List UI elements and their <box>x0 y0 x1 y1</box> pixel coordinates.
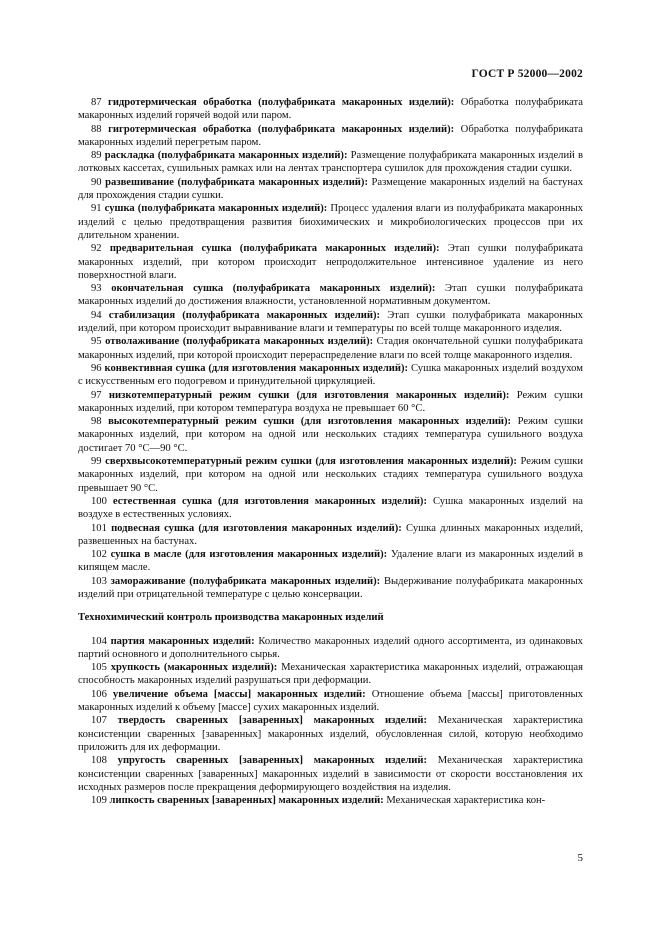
term-number: 100 <box>91 495 107 507</box>
term-number: 87 <box>91 97 102 108</box>
term-entry <box>78 176 583 203</box>
term-entry <box>78 282 583 309</box>
term-name: партия макаронных изделий: <box>110 635 255 647</box>
term-name: низкотемпературный режим сушки (для изготовления макаронных изделий): <box>108 389 510 401</box>
term-entry <box>78 362 583 389</box>
term-definition: Отношение объема [массы] приготовленных макаронных изделий к объему [массе] сухих макаронных изделий. <box>78 688 583 714</box>
term-number: 95 <box>91 336 102 348</box>
term-definition: Удаление влаги из макаронных изделий в кипящем масле. <box>78 549 583 574</box>
term-entry <box>78 242 583 282</box>
page-content <box>78 96 583 807</box>
term-name: высокотемпературный режим сушки (для изготовления макаронных изделий): <box>108 416 512 428</box>
term-entry <box>78 96 583 123</box>
term-number: 109 <box>91 795 107 807</box>
term-number: 93 <box>91 283 102 295</box>
term-name: конвективная сушка (для изготовления макаронных изделий): <box>104 362 409 374</box>
term-definition: Размещение полуфабриката макаронных изделий в лотковых кассетах, сушильных рамках или на лентах транспортера сушилок для прохождения стадии сушки. <box>78 150 583 175</box>
section-title: Технохимический контроль производства макаронных изделий <box>78 612 384 624</box>
term-definition: Режим сушки макаронных изделий, при котором температура воздуха не превышает 60 °С. <box>78 389 583 414</box>
term-definition: Сушка длинных макаронных изделий, развешенных на бастунах. <box>78 522 583 547</box>
term-number: 98 <box>91 416 102 428</box>
term-name: упругость сваренных [заваренных] макаронных изделий: <box>117 755 428 767</box>
term-number: 102 <box>91 549 107 561</box>
term-entry <box>78 335 583 362</box>
term-definition: Процесс удаления влаги из полуфабриката макаронных изделий с целью предотвращения развития биохимических и микробиологических процессов при их длительном хранении. <box>78 203 584 241</box>
page-number: 5 <box>577 852 583 864</box>
term-definition: Механическая характеристика кон- <box>386 795 546 807</box>
term-name: замораживание (полуфабриката макаронных изделий): <box>110 575 381 587</box>
term-entry <box>78 389 583 416</box>
term-name: твердость сваренных [заваренных] макаронных изделий: <box>117 715 427 727</box>
term-definition: Этап сушки полуфабриката макаронных изделий, при котором происходит непродолжительное интенсивное удаление из него поверхностной влаги. <box>78 243 583 281</box>
term-name: хрупкость (макаронных изделий): <box>110 662 278 674</box>
term-definition: Стадия окончательной сушки полуфабриката макаронных изделий, при которой происходит перераспределение влаги по всей толще макаронного изделия. <box>78 336 583 361</box>
term-entry <box>78 123 583 150</box>
term-entry <box>78 754 583 794</box>
term-definition: Этап сушки полуфабриката макаронных изделий, при котором происходит выравнивание влаги и температуры по всей толще макаронного изделия. <box>78 309 583 335</box>
term-entry <box>78 548 583 575</box>
term-number: 103 <box>91 575 107 587</box>
term-entry <box>78 714 583 754</box>
term-entry <box>78 688 583 715</box>
term-name: подвесная сушка (для изготовления макаронных изделий): <box>111 522 402 534</box>
term-number: 88 <box>91 123 102 135</box>
term-number: 97 <box>91 389 102 401</box>
term-number: 101 <box>91 522 107 534</box>
term-name: естественная сушка (для изготовления макаронных изделий): <box>112 495 427 507</box>
terms-list-drying <box>78 96 583 601</box>
term-definition: Обработка полуфабриката макаронных изделий перегретым паром. <box>78 123 584 148</box>
term-number: 94 <box>91 309 102 321</box>
term-number: 108 <box>91 755 107 767</box>
term-definition: Режим сушки макаронных изделий, при котором на одной или нескольких стадиях температура сушильного воздуха превышает 90 °С. <box>78 456 583 494</box>
term-number: 91 <box>91 203 102 215</box>
terms-list-quality-control <box>78 635 583 808</box>
term-entry <box>78 309 583 336</box>
term-definition: Сушка макаронных изделий на воздухе в естественных условиях. <box>78 495 584 521</box>
term-definition: Механическая характеристика макаронных изделий, отражающая способность макаронных изделий разрушаться при деформации. <box>78 662 583 687</box>
term-name: отволаживание (полуфабриката макаронных изделий): <box>105 336 374 348</box>
term-definition: Механическая характеристика консистенции сваренных [заваренных] макаронных изделий, обусловленная силой, которую необходимо приложить для их деформации. <box>78 715 583 753</box>
term-name: сверхвысокотемпературный режим сушки (для изготовления макаронных изделий): <box>105 456 517 468</box>
term-number: 99 <box>91 456 102 468</box>
term-entry <box>78 575 583 602</box>
term-name: развешивание (полуфабриката макаронных изделий): <box>105 176 368 188</box>
term-definition: Выдерживание полуфабриката макаронных изделий при отрицательной температуре с целью консервации. <box>78 575 583 600</box>
term-entry <box>78 455 583 495</box>
term-definition: Количество макаронных изделий одного ассортимента, из одинаковых партий основного и дополнительного сырья. <box>78 635 583 660</box>
term-name: раскладка (полуфабриката макаронных изделий): <box>104 150 348 162</box>
term-entry <box>78 794 583 807</box>
term-number: 105 <box>91 662 107 674</box>
term-name: сушка в масле (для изготовления макаронных изделий): <box>110 549 388 561</box>
term-name: стабилизация (полуфабриката макаронных изделий): <box>108 309 381 321</box>
term-definition: Размещение макаронных изделий на бастунах для прохождения стадии сушки. <box>78 176 583 202</box>
term-name: предварительная сушка (полуфабриката макаронных изделий): <box>109 243 440 255</box>
term-number: 92 <box>91 243 102 255</box>
term-entry <box>78 202 583 242</box>
term-number: 90 <box>91 176 102 188</box>
term-definition: Режим сушки макаронных изделий, при котором на одной или нескольких стадиях температура сушильного воздуха достигает 70 °С—90 °С. <box>78 416 584 454</box>
term-name: липкость сваренных [заваренных] макаронных изделий: <box>109 795 384 807</box>
term-definition: Механическая характеристика консистенции сваренных [заваренных] макаронных изделий в зависимости от скорости восстановления их исходных размеров после прекращения деформирующего воздействия на изделия. <box>78 755 583 793</box>
term-entry <box>78 149 583 176</box>
term-number: 106 <box>91 688 107 700</box>
term-name: гигротермическая обработка (полуфабриката макаронных изделий): <box>108 123 455 135</box>
term-entry <box>78 415 583 455</box>
term-number: 89 <box>91 150 102 162</box>
term-name: окончательная сушка (полуфабриката макаронных изделий): <box>111 283 436 295</box>
term-definition: Этап сушки полуфабриката макаронных изделий до достижения влажности, установленной нормативным документом. <box>78 283 583 308</box>
term-entry <box>78 661 583 688</box>
term-definition: Сушка макаронных изделий воздухом с искусственным его подогревом и принудительной циркуляцией. <box>78 362 583 388</box>
term-name: увеличение объема [массы] макаронных изделий: <box>112 688 366 700</box>
term-number: 96 <box>91 362 102 374</box>
term-definition: Обработка полуфабриката макаронных изделий горячей водой или паром. <box>78 97 584 122</box>
term-entry <box>78 495 583 522</box>
document-header: ГОСТ Р 52000—2002 <box>471 68 583 80</box>
term-entry <box>78 635 583 662</box>
term-entry <box>78 522 583 549</box>
term-number: 104 <box>91 635 107 647</box>
term-number: 107 <box>91 715 107 727</box>
term-name: сушка (полуфабриката макаронных изделий): <box>104 203 328 215</box>
term-name: гидротермическая обработка (полуфабриката макаронных изделий): <box>108 97 455 108</box>
